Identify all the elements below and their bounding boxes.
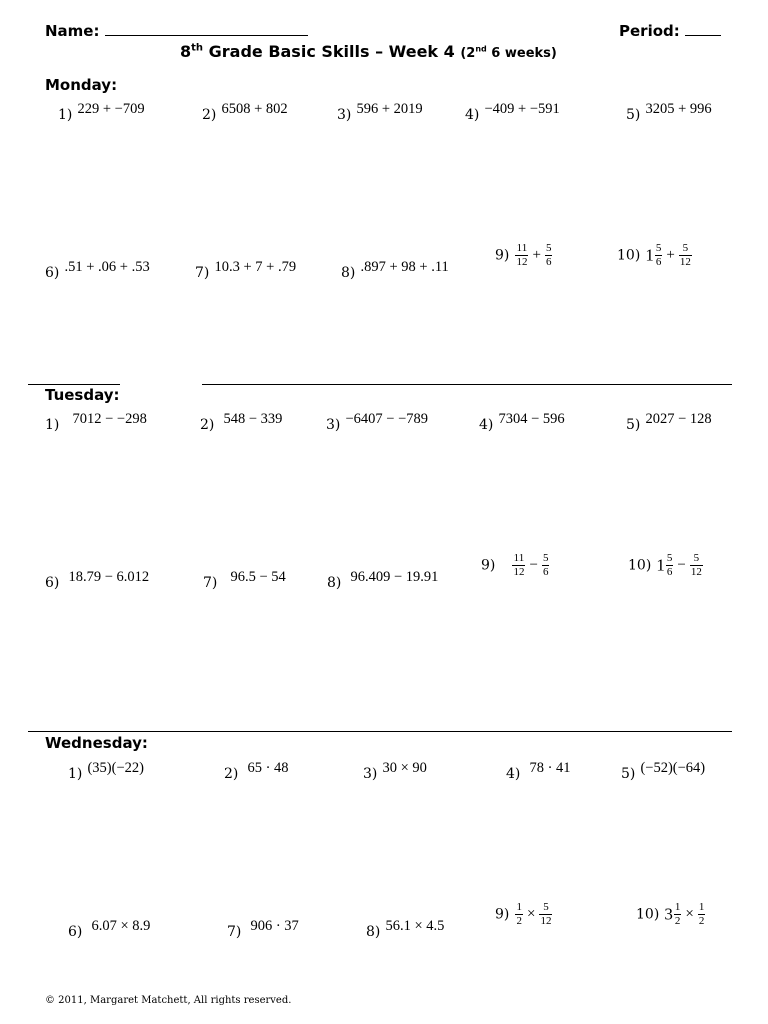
- name-field: [45, 22, 308, 40]
- fraction: [655, 242, 663, 269]
- fraction: [515, 242, 528, 269]
- period-field: [619, 22, 721, 40]
- tuesday-problem-8: [327, 566, 439, 591]
- numerator: 1: [516, 901, 522, 913]
- wednesday-problem-5: [621, 757, 706, 782]
- problem-expression: (−52)(−64): [640, 760, 706, 776]
- fraction: [539, 901, 552, 928]
- numerator: 1: [674, 901, 681, 913]
- tuesday-problem-9: [481, 552, 550, 579]
- problem-expression: 78 · 41: [529, 760, 571, 776]
- numerator: 11: [516, 242, 528, 254]
- problem-expression: −409 + −591: [484, 101, 560, 117]
- problem-number: 10): [617, 247, 641, 264]
- denominator: 2: [698, 915, 705, 927]
- problem-number: 5): [626, 107, 641, 123]
- problem-expression: −6407 − −789: [345, 411, 429, 427]
- problem-number: 3): [363, 766, 378, 782]
- fraction: [515, 901, 523, 928]
- name-label: Name:: [45, 22, 100, 40]
- operator: −: [677, 557, 686, 573]
- denominator: 2: [674, 915, 681, 927]
- problem-number: 4): [479, 417, 494, 433]
- operator: −: [529, 557, 538, 573]
- problem-expression: .897 + 98 + .11: [360, 259, 449, 275]
- title-paren-open: (2: [460, 46, 476, 61]
- problem-number: 3): [337, 107, 352, 123]
- fraction: [512, 552, 525, 579]
- wednesday-problem-8: [366, 915, 445, 940]
- problem-expression: 18.79 − 6.012: [68, 569, 150, 585]
- title-grade: 8: [180, 42, 192, 61]
- numerator: 1: [698, 901, 705, 913]
- problem-number: 7): [203, 575, 218, 591]
- monday-problem-4: [465, 98, 560, 123]
- denominator: 6: [655, 256, 662, 268]
- fraction: [674, 901, 682, 928]
- wednesday-problem-4: [506, 757, 571, 782]
- problem-expression: 96.5 − 54: [230, 569, 286, 585]
- whole-number: 1: [656, 555, 665, 575]
- fraction: [679, 242, 692, 269]
- monday-problem-6: [45, 256, 150, 281]
- monday-problem-8: [341, 256, 449, 281]
- title-paren-sup: nd: [475, 44, 487, 54]
- problem-number: 1): [68, 766, 83, 782]
- numerator: 5: [682, 242, 689, 254]
- problem-number: 2): [202, 107, 217, 123]
- problem-expression: 2027 − 128: [645, 411, 712, 427]
- numerator: 5: [666, 552, 673, 564]
- monday-label: Monday:: [45, 76, 118, 94]
- worksheet-title: [180, 42, 557, 61]
- whole-number: 3: [664, 904, 673, 924]
- title-paren-rest: 6 weeks): [486, 46, 557, 61]
- problem-number: 8): [366, 924, 381, 940]
- period-blank: [685, 35, 721, 36]
- numerator: 11: [513, 552, 525, 564]
- fraction: [698, 901, 706, 928]
- problem-number: 9): [495, 906, 510, 923]
- problem-number: 1): [58, 107, 73, 123]
- problem-expression: 7304 − 596: [498, 411, 565, 427]
- wednesday-problem-2: [224, 757, 289, 782]
- problem-expression: 6.07 × 8.9: [91, 918, 151, 934]
- wednesday-problem-9: [495, 901, 553, 928]
- operator: ×: [526, 906, 536, 922]
- title-text: Grade Basic Skills – Week 4: [203, 42, 461, 61]
- problem-expression: (35)(−22): [87, 760, 144, 776]
- problem-number: 4): [506, 766, 521, 782]
- monday-problem-10: [617, 242, 693, 269]
- tuesday-problem-4: [479, 408, 565, 433]
- wednesday-problem-1: [68, 757, 144, 782]
- problem-expression: 548 − 339: [223, 411, 283, 427]
- problem-expression: 3205 + 996: [645, 101, 712, 117]
- denominator: 12: [540, 915, 552, 927]
- problem-number: 6): [68, 924, 83, 940]
- section-divider: [28, 731, 732, 732]
- monday-problem-1: [58, 98, 145, 123]
- numerator: 5: [542, 552, 549, 564]
- tuesday-problem-3: [326, 408, 429, 433]
- problem-number: 2): [200, 417, 215, 433]
- problem-number: 10): [636, 906, 660, 923]
- problem-expression: 906 · 37: [250, 918, 299, 934]
- period-label: Period:: [619, 22, 680, 40]
- tuesday-problem-5: [626, 408, 712, 433]
- problem-number: 8): [327, 575, 342, 591]
- monday-problem-2: [202, 98, 288, 123]
- wednesday-problem-6: [68, 915, 151, 940]
- numerator: 5: [693, 552, 700, 564]
- denominator: 12: [513, 566, 525, 578]
- tuesday-problem-1: [45, 408, 147, 433]
- wednesday-problem-10: [636, 901, 706, 928]
- title-grade-sup: th: [191, 42, 204, 54]
- problem-expression: 56.1 × 4.5: [385, 918, 445, 934]
- monday-problem-3: [337, 98, 423, 123]
- problem-expression: 65 · 48: [247, 760, 289, 776]
- wednesday-label: Wednesday:: [45, 734, 148, 752]
- wednesday-problem-7: [227, 915, 299, 940]
- denominator: 12: [679, 256, 691, 268]
- problem-expression: 10.3 + 7 + .79: [214, 259, 297, 275]
- operator: +: [666, 247, 675, 263]
- tuesday-problem-7: [203, 566, 286, 591]
- tuesday-label: Tuesday:: [45, 386, 120, 404]
- denominator: 6: [545, 256, 552, 268]
- problem-expression: 30 × 90: [382, 760, 427, 776]
- problem-expression: .51 + .06 + .53: [64, 259, 150, 275]
- fraction: [542, 552, 550, 579]
- copyright-notice: © 2011, Margaret Matchett, All rights reserved.: [45, 995, 292, 1006]
- problem-number: 2): [224, 766, 239, 782]
- denominator: 12: [516, 256, 528, 268]
- title-subtitle: [460, 46, 557, 61]
- problem-number: 5): [621, 766, 636, 782]
- monday-problem-9: [495, 242, 553, 269]
- problem-expression: 6508 + 802: [221, 101, 288, 117]
- problem-number: 6): [45, 265, 60, 281]
- monday-problem-7: [195, 256, 297, 281]
- problem-number: 8): [341, 265, 356, 281]
- tuesday-problem-2: [200, 408, 283, 433]
- denominator: 6: [542, 566, 549, 578]
- problem-number: 4): [465, 107, 480, 123]
- monday-problem-5: [626, 98, 712, 123]
- numerator: 5: [545, 242, 552, 254]
- problem-number: 6): [45, 575, 60, 591]
- problem-number: 10): [628, 557, 652, 574]
- problem-number: 7): [227, 924, 242, 940]
- wednesday-problem-3: [363, 757, 427, 782]
- section-divider: [28, 384, 120, 385]
- problem-number: 9): [495, 247, 510, 264]
- fraction: [666, 552, 674, 579]
- fraction: [545, 242, 553, 269]
- whole-number: 1: [645, 245, 654, 265]
- denominator: 12: [690, 566, 702, 578]
- tuesday-problem-10: [628, 552, 704, 579]
- problem-number: 9): [481, 557, 496, 574]
- problem-number: 7): [195, 265, 210, 281]
- problem-number: 3): [326, 417, 341, 433]
- denominator: 6: [666, 566, 673, 578]
- denominator: 2: [516, 915, 522, 927]
- problem-expression: 596 + 2019: [356, 101, 423, 117]
- problem-expression: 7012 − −298: [72, 411, 147, 427]
- problem-expression: 96.409 − 19.91: [350, 569, 439, 585]
- problem-number: 5): [626, 417, 641, 433]
- numerator: 5: [655, 242, 662, 254]
- problem-number: 1): [45, 417, 60, 433]
- operator: ×: [685, 906, 694, 922]
- fraction: [690, 552, 703, 579]
- tuesday-problem-6: [45, 566, 150, 591]
- operator: +: [532, 247, 541, 263]
- section-divider: [202, 384, 732, 385]
- problem-expression: 229 + −709: [77, 101, 145, 117]
- numerator: 5: [543, 901, 549, 913]
- name-blank: [105, 35, 308, 36]
